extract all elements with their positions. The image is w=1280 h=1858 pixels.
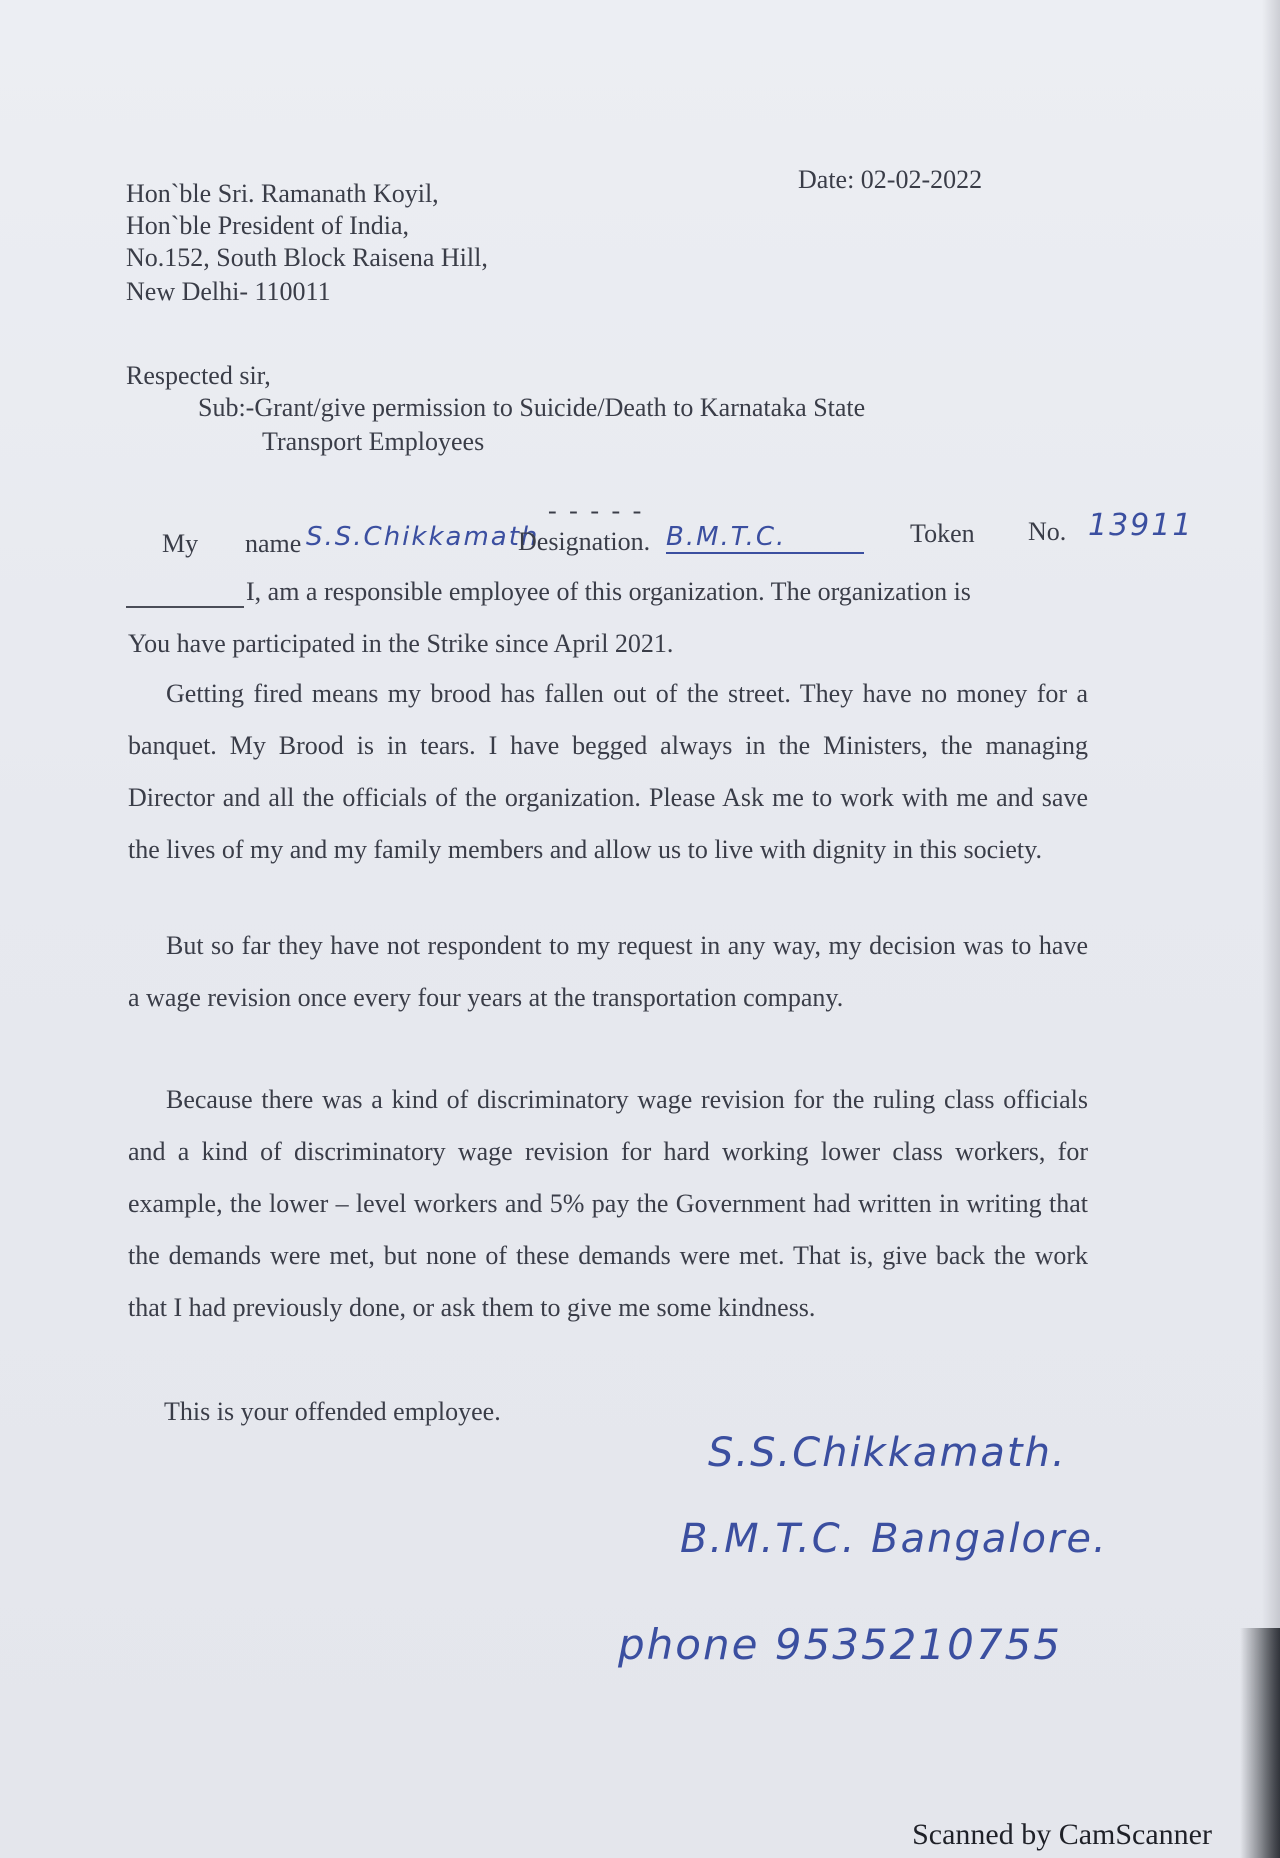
signature-org: B.M.T.C. Bangalore.: [680, 1516, 1108, 1562]
handwritten-designation: B.M.T.C.: [666, 522, 864, 554]
dash-marks: - - - - -: [548, 496, 645, 525]
address-line-3: No.152, South Block Raisena Hill,: [126, 243, 488, 272]
address-line-4: New Delhi- 110011: [126, 277, 331, 306]
subject-line-1: Sub:-Grant/give permission to Suicide/Death to Karnataka State: [198, 393, 866, 422]
paragraph-1: [128, 668, 1088, 876]
scanner-watermark: Scanned by CamScanner: [912, 1818, 1212, 1851]
paragraph-1-text: Getting fired means my brood has fallen out of the street. They have no money for a banquet. My Brood is in tears. I have begged always in the Ministers, the managing Director and all the officials of the organization. Please Ask me to work with me and save the lives of my and my family members and allow us to live with dignity in this society.: [128, 679, 1088, 864]
paragraph-3-text: Because there was a kind of discriminatory wage revision for the ruling class officials and a kind of discriminatory wage revision for hard working lower class workers, for example, the lower – level workers and 5% pay the Government had written in writing that the demands were met, but none of these demands were met. That is, give back the work that I had previously done, or ask them to give me some kindness.: [128, 1085, 1088, 1322]
no-label: No.: [1028, 517, 1067, 546]
intro-my: My: [162, 529, 199, 558]
address-line-1: Hon`ble Sri. Ramanath Koyil,: [126, 179, 439, 208]
paragraph-2-text: But so far they have not respondent to my request in any way, my decision was to have a wage revision once every four years at the transportation company.: [128, 931, 1088, 1012]
designation-fill: [666, 522, 866, 554]
intro-line-3: You have participated in the Strike since April 2021.: [128, 629, 674, 658]
subject-line-2: Transport Employees: [262, 427, 485, 456]
handwritten-token: 13911: [1088, 508, 1194, 543]
address-line-2: Hon`ble President of India,: [126, 211, 410, 240]
handwritten-name: S.S.Chikkamath: [306, 522, 540, 552]
page-shadow: [1240, 1628, 1280, 1858]
paragraph-2: [128, 920, 1088, 1024]
letter-date: Date: 02-02-2022: [798, 165, 983, 194]
token-label: Token: [910, 519, 975, 548]
paragraph-3: [128, 1074, 1088, 1334]
designation-label: Designation.: [518, 527, 651, 556]
intro-line-2: I, am a responsible employee of this organization. The organization is: [246, 577, 971, 606]
salutation: Respected sir,: [126, 361, 271, 390]
blank-underline: [126, 606, 244, 608]
closing-line: This is your offended employee.: [164, 1397, 501, 1426]
name-label: name: [245, 529, 302, 558]
signature-name: S.S.Chikkamath.: [708, 1430, 1067, 1476]
signature-phone: phone 9535210755: [618, 1620, 1063, 1669]
